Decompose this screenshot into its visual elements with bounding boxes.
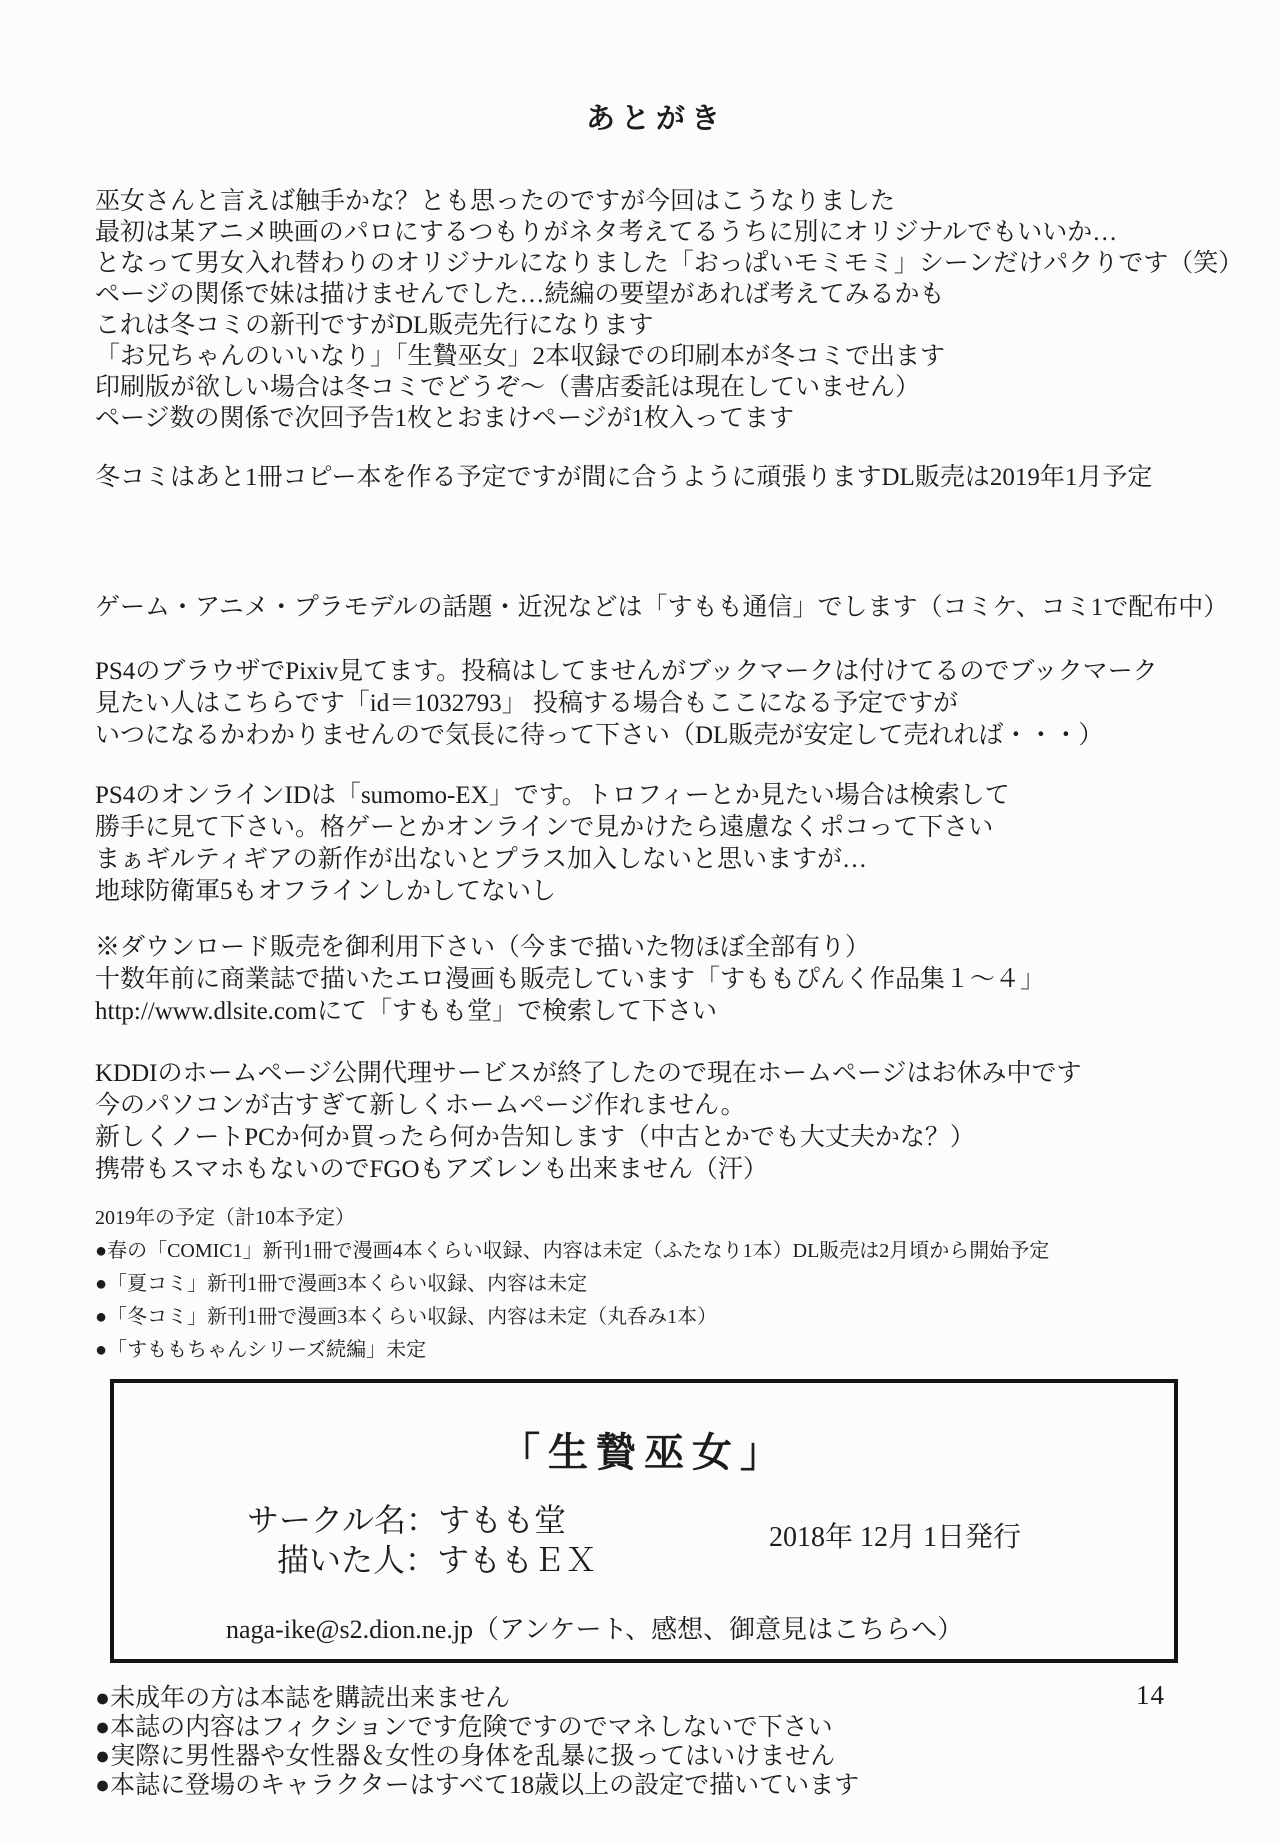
notice-item: ●実際に男性器や女性器＆女性の身体を乱暴に扱ってはいけません — [95, 1743, 836, 1770]
body-line: PS4のブラウザでPixiv見てます。投稿はしてませんがブックマークは付けてるのでブックマーク — [95, 658, 1158, 685]
body-line: ページ数の関係で次回予告1枚とおまけページが1枚入ってます — [95, 405, 795, 432]
paragraph-intro — [95, 186, 1250, 434]
body-line: KDDIのホームページ公開代理サービスが終了したので現在ホームページはお休み中です — [95, 1060, 1082, 1087]
body-line: 見たい人はこちらです「id＝1032793」 投稿する場合もここになる予定ですが — [95, 690, 958, 717]
body-line: 地球防衛軍5もオフラインしかしてないし — [95, 878, 557, 905]
plan-item: ●「冬コミ」新刊1冊で漫画3本くらい収録、内容は未定（丸呑み1本） — [95, 1306, 718, 1328]
paragraph-psn-id — [95, 780, 1250, 908]
artist-name: 描いた人：すももＥＸ — [277, 1542, 598, 1578]
plan-item: ●「夏コミ」新刊1冊で漫画3本くらい収録、内容は未定 — [95, 1273, 588, 1295]
body-line: 「お兄ちゃんのいいなり」「生贄巫女」2本収録での印刷本が冬コミで出ます — [95, 343, 946, 370]
notice-item: ●未成年の方は本誌を購読出来ません — [95, 1685, 511, 1712]
body-line: ゲーム・アニメ・プラモデルの話題・近況などは「すもも通信」でします（コミケ、コミ1で配布中） — [95, 594, 1229, 621]
paragraph-winter-comiket — [95, 462, 1250, 493]
body-line: いつになるかわかりませんので気長に待って下さい（DL販売が安定して売れれば・・・） — [95, 722, 1104, 749]
paragraph-pixiv — [95, 656, 1250, 752]
colophon-title: 「生贄巫女」 — [500, 1430, 788, 1475]
body-line: 印刷版が欲しい場合は冬コミでどうぞ～（書店委託は現在していません） — [95, 374, 921, 401]
body-line: 勝手に見て下さい。格ゲーとかオンラインで見かけたら遠慮なくポコって下さい — [95, 814, 994, 841]
plan-item: ●春の「COMIC1」新刊1冊で漫画4本くらい収録、内容は未定（ふたなり1本）DL販売は2月頃から開始予定 — [95, 1240, 1050, 1262]
body-line: となって男女入れ替わりのオリジナルになりました「おっぱいモミモミ」シーンだけパクりです（笑） — [95, 250, 1244, 277]
body-line: 十数年前に商業誌で描いたエロ漫画も販売しています「すももぴんく作品集１～４」 — [95, 966, 1046, 993]
page-number: 14 — [1136, 1680, 1165, 1710]
body-line: 今のパソコンが古すぎて新しくホームページ作れません。 — [95, 1092, 746, 1119]
notice-item: ●本誌の内容はフィクションです危険ですのでマネしないで下さい — [95, 1714, 833, 1741]
body-line: 携帯もスマホもないのでFGOもアズレンも出来ません（汗） — [95, 1156, 768, 1183]
circle-name: サークル名：すもも堂 — [247, 1502, 567, 1538]
page-title: あとがき — [585, 103, 726, 135]
paragraph-download-sales — [95, 932, 1250, 1028]
plan-item: ●「すももちゃんシリーズ続編」未定 — [95, 1339, 427, 1361]
plans-2019-list — [95, 1202, 1250, 1367]
body-line: 冬コミはあと1冊コピー本を作る予定ですが間に合うように頑張りますDL販売は2019年1月予定 — [95, 464, 1153, 491]
body-line: http://www.dlsite.comにて「すもも堂」で検索して下さい — [95, 998, 717, 1025]
notice-item: ●本誌に登場のキャラクターはすべて18歳以上の設定で描いています — [95, 1772, 860, 1799]
body-line: 最初は某アニメ映画のパロにするつもりがネタ考えてるうちに別にオリジナルでもいいか… — [95, 219, 1118, 246]
plans-heading: 2019年の予定（計10本予定） — [95, 1207, 355, 1229]
body-line: ※ダウンロード販売を御利用下さい（今まで描いた物ほぼ全部有り） — [95, 934, 871, 961]
body-line: 巫女さんと言えば触手かな？とも思ったのですが今回はこうなりました — [95, 188, 896, 215]
body-line: まぁギルティギアの新作が出ないとプラス加入しないと思いますが… — [95, 846, 868, 873]
body-line: PS4のオンラインIDは「sumomo-EX」です。トロフィーとか見たい場合は検索して — [95, 782, 1010, 809]
body-line: これは冬コミの新刊ですがDL販売先行になります — [95, 312, 654, 339]
body-line: ページの関係で妹は描けませんでした…続編の要望があれば考えてみるかも — [95, 281, 945, 308]
publish-date: 2018年 12月 1日発行 — [769, 1522, 1022, 1553]
paragraph-homepage — [95, 1058, 1250, 1186]
disclaimer-notices — [95, 1684, 859, 1800]
paragraph-sumomo-tsushin — [95, 592, 1250, 623]
colophon-box — [110, 1379, 1178, 1663]
contact-email: naga-ike@s2.dion.ne.jp（アンケート、感想、御意見はこちらへ） — [226, 1615, 964, 1644]
body-line: 新しくノートPCか何か買ったら何か告知します（中古とかでも大丈夫かな？） — [95, 1124, 975, 1151]
